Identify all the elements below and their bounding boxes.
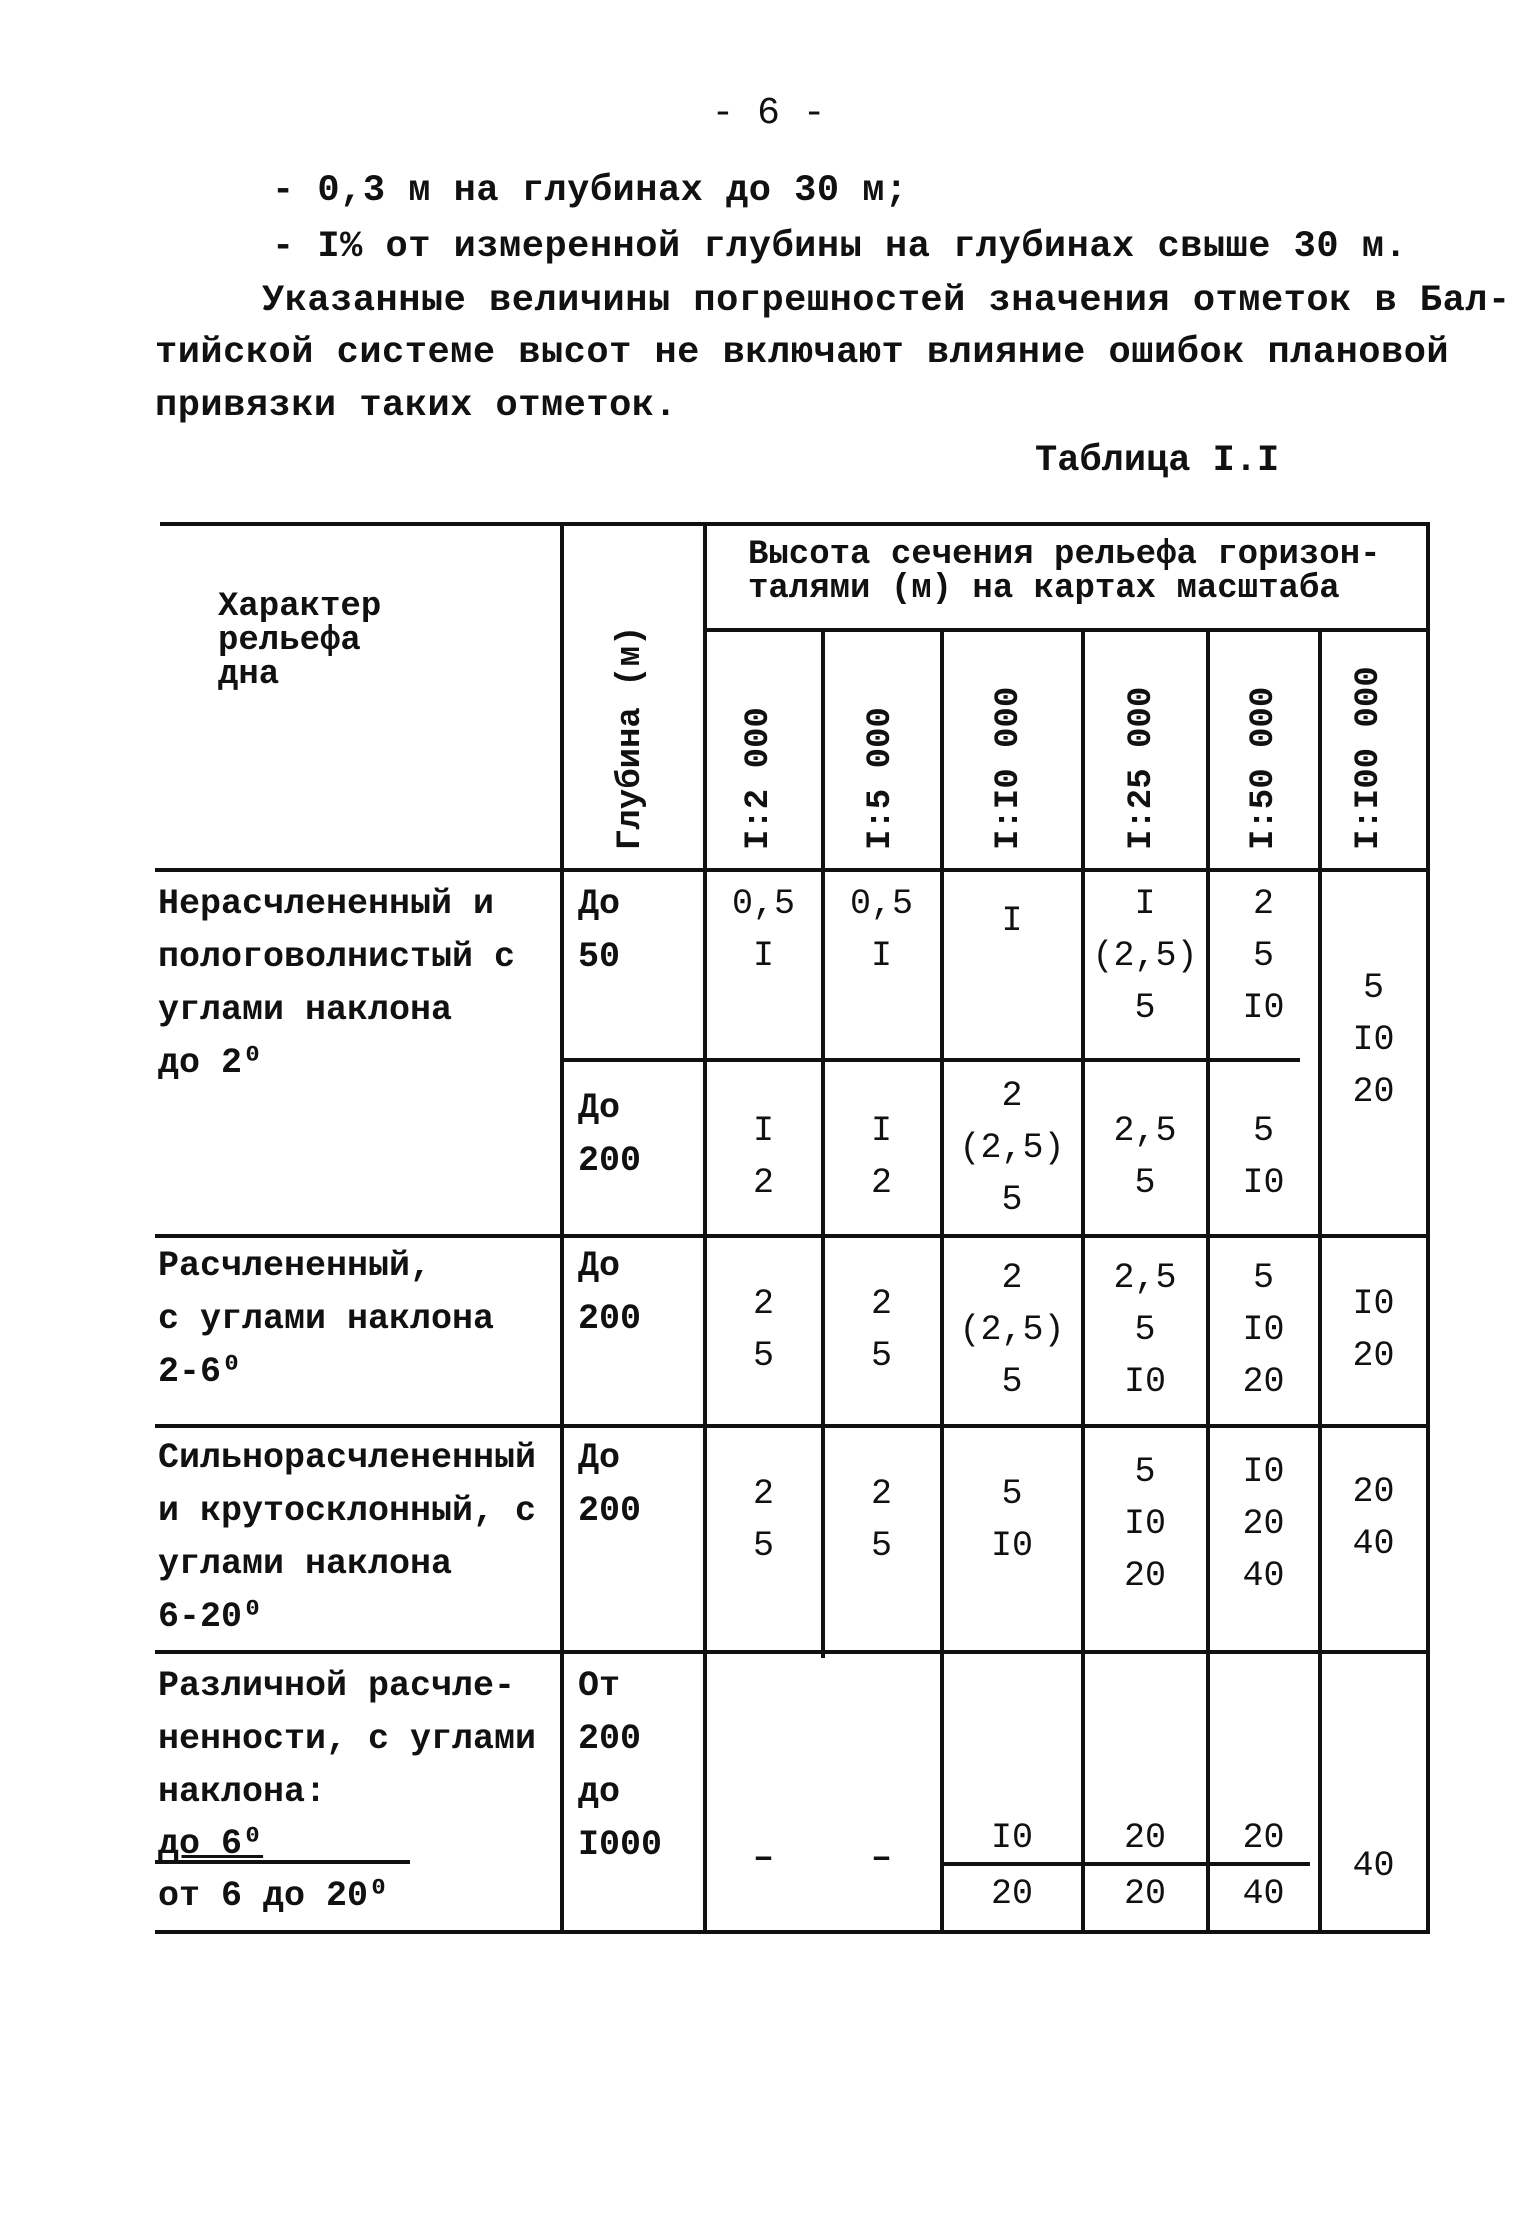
row3-val-3: 5 I0 <box>990 1474 1033 1566</box>
row2-val-6: I0 20 <box>1352 1284 1395 1376</box>
row1b-val-1: I 2 <box>752 1111 774 1203</box>
row1a-val-2: 0,5 I <box>849 884 913 976</box>
row4-dash-2: – <box>870 1838 892 1878</box>
row2-val-3: 2 (2,5) 5 <box>959 1258 1065 1402</box>
table-rule-header <box>155 868 1430 872</box>
text-line-5: привязки таких отметок. <box>155 385 678 427</box>
row4-bot-1: 20 <box>990 1874 1033 1914</box>
row1a-val-4: I (2,5) 5 <box>1092 884 1198 1028</box>
row4-bot-2: 20 <box>1123 1874 1166 1914</box>
row4-top-1: I0 <box>990 1818 1033 1858</box>
row4-dash-1: – <box>752 1838 774 1878</box>
row1b-depth: До 200 <box>578 1088 642 1181</box>
header-scale-4: I:25 000 <box>1123 686 1161 850</box>
row4-sub-1: до 6⁰ <box>158 1824 264 1864</box>
header-scale-3: I:I0 000 <box>990 686 1028 850</box>
row1b-val-5: 5 I0 <box>1242 1111 1285 1203</box>
row2-val-4: 2,5 5 I0 <box>1113 1258 1177 1402</box>
header-relief: Характер рельефа дна <box>218 588 382 694</box>
row2-val-5: 5 I0 20 <box>1242 1258 1285 1402</box>
text-line-1: - 0,3 м на глубинах до 30 м; <box>272 170 908 212</box>
header-scale-group: Высота сечения рельефа горизон- талями (м) на картах масштаба <box>748 536 1381 608</box>
text-line-3: Указанные величины погрешностей значения отметок в Бал- <box>262 280 1511 322</box>
row4-top-2: 20 <box>1123 1818 1166 1858</box>
row1a-val-1: 0,5 I <box>731 884 795 976</box>
text-line-4: тийской системе высот не включают влияние ошибок плановой <box>155 332 1450 374</box>
row3-val-6: 20 40 <box>1352 1472 1395 1564</box>
table-col-line-2 <box>703 522 707 1932</box>
row3-relief: Сильнорасчлененный и крутосклонный, с углами наклона 6-20⁰ <box>158 1438 537 1637</box>
header-scale-5: I:50 000 <box>1245 686 1283 850</box>
header-scale-2: I:5 000 <box>862 707 900 850</box>
row4-sub-2: от 6 до 20⁰ <box>158 1876 390 1916</box>
row4-top-3: 20 <box>1242 1818 1285 1858</box>
row3-val-2: 2 5 <box>870 1474 892 1566</box>
row4-bot-3: 40 <box>1242 1874 1285 1914</box>
row4-val-100k: 40 <box>1352 1846 1395 1886</box>
row1a-depth: До 50 <box>578 884 621 977</box>
table-col-line-8 <box>1426 522 1430 1932</box>
text-line-2: - I% от измеренной глубины на глубинах свыше 30 м. <box>272 226 1408 268</box>
row2-val-1: 2 5 <box>752 1284 774 1376</box>
table-rule-top <box>160 522 1430 526</box>
table-caption: Таблица I.I <box>1035 440 1280 482</box>
page-number: - 6 - <box>711 92 826 135</box>
table-rule-r1 <box>155 1234 1430 1238</box>
table-rule-r1a <box>560 1058 1300 1062</box>
header-scale-6: I:I00 000 <box>1350 666 1388 850</box>
row1b-val-4: 2,5 5 <box>1113 1111 1177 1203</box>
row3-val-5: I0 20 40 <box>1242 1452 1285 1596</box>
header-scale-1: I:2 000 <box>740 707 778 850</box>
row3-val-4: 5 I0 20 <box>1123 1452 1166 1596</box>
table-rule-r2 <box>155 1424 1430 1428</box>
row1a-val-5: 2 5 I0 <box>1242 884 1285 1028</box>
row2-relief: Расчлененный, с углами наклона 2-6⁰ <box>158 1246 495 1392</box>
table-col-line-1 <box>560 522 564 1932</box>
header-depth: Глубина (м) <box>612 625 650 850</box>
table-rule-bottom <box>155 1930 1430 1934</box>
row4-depth: От 200 до I000 <box>578 1666 663 1865</box>
row3-val-1: 2 5 <box>752 1474 774 1566</box>
row2-depth: До 200 <box>578 1246 642 1339</box>
row1b-val-2: I 2 <box>870 1111 892 1203</box>
row3-depth: До 200 <box>578 1438 642 1531</box>
row1a-val-3: I <box>1001 901 1023 941</box>
table-rule-r3 <box>155 1650 1430 1654</box>
row1-val-100k: 5 I0 20 <box>1352 968 1395 1112</box>
row4-relief: Различной расчле- ненности, с углами наклона: <box>158 1666 537 1812</box>
row1b-val-3: 2 (2,5) 5 <box>959 1076 1065 1220</box>
row1-relief: Нерасчлененный и пологоволнистый с углами наклона до 2⁰ <box>158 884 516 1083</box>
row2-val-2: 2 5 <box>870 1284 892 1376</box>
